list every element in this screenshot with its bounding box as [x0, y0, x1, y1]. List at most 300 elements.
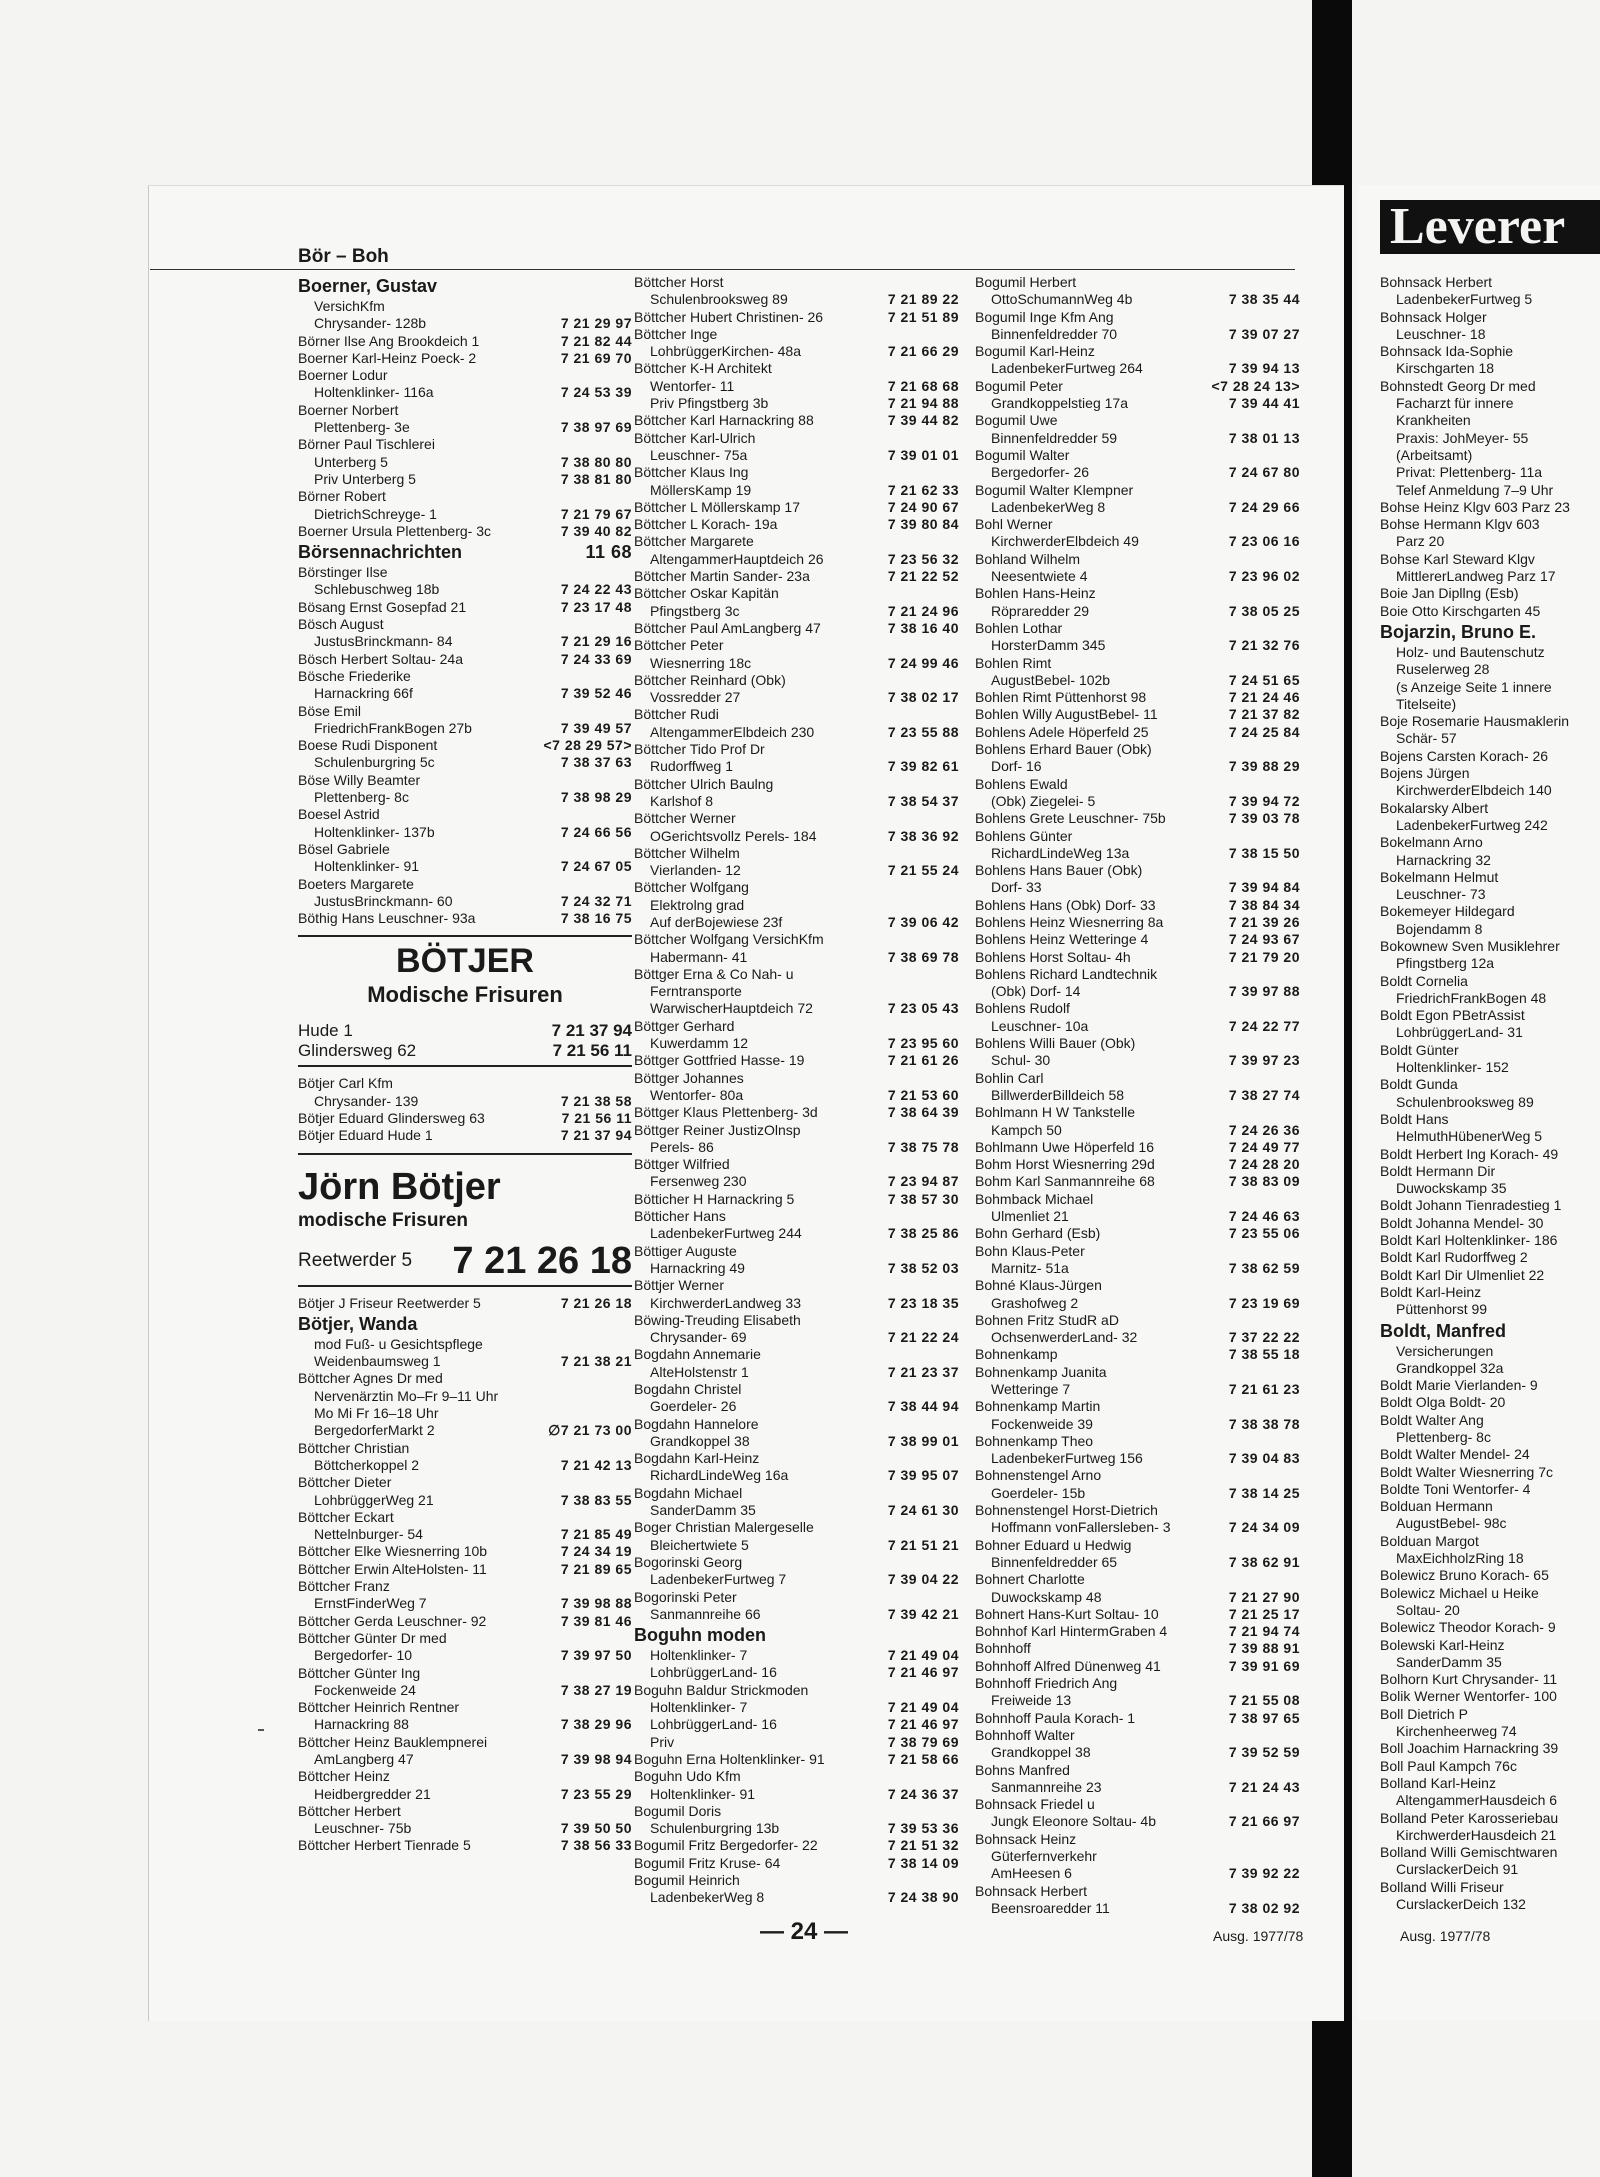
listing-phone: 7 24 32 71 — [560, 892, 632, 909]
listing-phone: 7 38 81 80 — [560, 470, 632, 487]
listing-name: Bolewicz Bruno Korach- 65 — [1380, 1567, 1549, 1584]
listing-phone: 7 38 98 29 — [560, 789, 632, 806]
listing-name: Grandkoppelstieg 17a — [991, 395, 1128, 412]
listing-name: Bokemeyer Hildegard — [1380, 903, 1515, 920]
listing-entry — [975, 568, 1300, 585]
listing-name: Duwockskamp 35 — [1396, 1180, 1507, 1197]
listing-name: Titelseite) — [1396, 695, 1457, 712]
listing-entry — [298, 1075, 632, 1092]
listing-entry — [1380, 1671, 1600, 1688]
listing-entry — [298, 350, 632, 367]
listing-entry — [975, 1813, 1300, 1830]
listing-name: Böttcher Herbert — [298, 1802, 401, 1819]
listing-entry — [634, 1260, 959, 1277]
next-page-banner: Leverer — [1380, 200, 1600, 254]
listing-phone: 7 39 50 50 — [560, 1820, 632, 1837]
listing-entry — [634, 291, 959, 308]
listing-name: Bolland Willi Friseur — [1380, 1878, 1504, 1895]
listing-name: Grandkoppel 32a — [1396, 1359, 1504, 1376]
listing-phone: 7 39 81 46 — [560, 1612, 632, 1629]
listing-entry — [1380, 1163, 1600, 1180]
listing-name: Bolland Peter Karosseriebau — [1380, 1809, 1559, 1826]
listing-name: Bohnhoff Paula Korach- 1 — [975, 1709, 1136, 1726]
listing-name: Böttcher Wilhelm — [634, 844, 740, 861]
listing-phone: <7 28 24 13> — [1211, 377, 1300, 394]
listing-entry — [1380, 1232, 1600, 1249]
listing-phone: 7 24 90 67 — [887, 498, 959, 515]
listing-name: Bohlens Heinz Wiesnerring 8a — [975, 913, 1164, 930]
listing-entry — [298, 471, 632, 488]
listing-entry — [298, 720, 632, 737]
listing-name: (s Anzeige Seite 1 innere — [1396, 678, 1552, 695]
ad-row-phone: 7 21 56 11 — [552, 1041, 632, 1061]
listing-entry — [298, 1647, 632, 1664]
listing-name: Bohnert Charlotte — [975, 1571, 1085, 1588]
listing-entry — [975, 326, 1300, 343]
listing-entry — [975, 1243, 1300, 1260]
listing-entry — [298, 1440, 632, 1457]
listing-entry — [634, 1208, 959, 1225]
listing-entry — [1380, 713, 1600, 730]
listing-name: Grandkoppel 38 — [991, 1744, 1091, 1761]
listing-name: Boldt Hermann Dir — [1380, 1162, 1496, 1179]
listing-phone: 7 21 69 70 — [560, 349, 632, 366]
listing-name: Bohlens Günter — [975, 827, 1073, 844]
listing-name: Bogumil Fritz Bergedorfer- 22 — [634, 1837, 818, 1854]
listing-entry — [975, 1692, 1300, 1709]
listing-entry — [634, 1716, 959, 1733]
listing-name: FriedrichFrankBogen 27b — [314, 719, 472, 736]
listing-entry — [634, 1156, 959, 1173]
listing-entry — [1380, 834, 1600, 851]
listing-phone: 7 38 37 63 — [560, 754, 632, 771]
listing-entry — [298, 1803, 632, 1820]
listing-entry — [975, 1052, 1300, 1069]
listing-name: Boie Jan Dipllng (Esb) — [1380, 585, 1519, 602]
listing-name: Bohlens Willi Bauer (Obk) — [975, 1035, 1136, 1052]
listing-name: Böttger Klaus Plettenberg- 3d — [634, 1104, 818, 1121]
listing-phone: 7 38 57 30 — [887, 1190, 959, 1207]
listing-name: Wiesnerring 18c — [650, 654, 752, 671]
listing-phone: 7 38 79 69 — [887, 1733, 959, 1750]
listing-entry — [634, 482, 959, 499]
listing-phone: 7 38 55 18 — [1228, 1346, 1300, 1363]
listing-entry — [1380, 1446, 1600, 1463]
listing-phone: 7 21 49 04 — [887, 1699, 959, 1716]
listing-phone: 7 39 03 78 — [1228, 810, 1300, 827]
listing-entry — [1380, 395, 1600, 412]
listing-name: Bohlmann Uwe Höperfeld 16 — [975, 1138, 1154, 1155]
listing-phone: 7 21 29 97 — [560, 315, 632, 332]
listing-phone: 7 23 55 88 — [887, 723, 959, 740]
listing-name: Böttcher Hubert Christinen- 26 — [634, 308, 824, 325]
listing-phone: 7 21 37 94 — [560, 1127, 632, 1144]
listing-name: Boldt Olga Boldt- 20 — [1380, 1394, 1506, 1411]
listing-entry — [1380, 1792, 1600, 1809]
listing-entry — [1380, 679, 1600, 696]
listing-name: Leuschner- 73 — [1396, 886, 1486, 903]
listing-phone: 7 23 96 02 — [1228, 568, 1300, 585]
listing-entry — [975, 1070, 1300, 1087]
listing-entry — [975, 724, 1300, 741]
listing-name: Boldte Toni Wentorfer- 4 — [1380, 1480, 1531, 1497]
listing-name: Bötjer Eduard Hude 1 — [298, 1127, 433, 1144]
edition-label: Ausg. 1977/78 — [1213, 1928, 1304, 1944]
listing-entry — [975, 1173, 1300, 1190]
listing-name: Böttger Reiner JustizOlnsp — [634, 1121, 801, 1138]
listing-name: Karlshof 8 — [650, 792, 714, 809]
listing-name: Bohlens Erhard Bauer (Obk) — [975, 741, 1152, 758]
listing-name: Boldt Hans — [1380, 1110, 1449, 1127]
listing-entry — [634, 1243, 959, 1260]
listing-name: Bohlen Hans-Heinz — [975, 585, 1096, 602]
listing-entry — [1380, 921, 1600, 938]
listing-entry — [634, 603, 959, 620]
listing-entry — [634, 1606, 959, 1623]
listing-entry — [975, 1640, 1300, 1657]
listing-name: Chrysander- 128b — [314, 315, 427, 332]
listing-entry — [634, 931, 959, 948]
listing-heading — [298, 274, 632, 298]
listing-entry — [634, 551, 959, 568]
ad-divider — [298, 1065, 632, 1067]
listing-entry — [298, 1665, 632, 1682]
listing-name: Börstinger Ilse — [298, 564, 388, 581]
listing-name: Bolland Willi Gemischtwaren — [1380, 1844, 1558, 1861]
listing-entry — [975, 1433, 1300, 1450]
listing-phone: 7 38 83 09 — [1228, 1173, 1300, 1190]
listing-phone: 7 21 56 11 — [561, 1109, 632, 1126]
listing-entry — [634, 689, 959, 706]
listing-phone: 7 21 66 97 — [1228, 1813, 1300, 1830]
listing-entry — [1380, 533, 1600, 550]
listing-phone: 7 23 17 48 — [560, 598, 632, 615]
listing-phone: 7 21 27 90 — [1228, 1588, 1300, 1605]
listing-entry — [634, 862, 959, 879]
listing-entry — [975, 1779, 1300, 1796]
listing-phone: 7 24 67 05 — [560, 858, 632, 875]
column-1 — [298, 274, 632, 1855]
listing-name: AugustBebel- 98c — [1396, 1515, 1507, 1532]
listing-name: LadenbekerFurtweg 156 — [991, 1450, 1143, 1467]
listing-name: Böttger Gottfried Hasse- 19 — [634, 1052, 805, 1069]
listing-entry — [975, 274, 1300, 291]
listing-entry — [975, 879, 1300, 896]
listing-entry — [975, 378, 1300, 395]
listing-entry — [1380, 869, 1600, 886]
listing-entry — [634, 1855, 959, 1872]
listing-entry — [298, 1751, 632, 1768]
listing-name: Böttcher Oskar Kapitän — [634, 585, 779, 602]
listing-phone: 7 38 52 03 — [887, 1259, 959, 1276]
listing-phone: 7 23 94 87 — [887, 1173, 959, 1190]
listing-entry — [298, 1457, 632, 1474]
listing-entry — [975, 1087, 1300, 1104]
listing-name: Bogdahn Annemarie — [634, 1346, 761, 1363]
listing-entry — [975, 603, 1300, 620]
listing-entry — [975, 1035, 1300, 1052]
listing-entry — [634, 758, 959, 775]
listing-entry — [1380, 1896, 1600, 1913]
listing-entry — [634, 1018, 959, 1035]
listing-name: KirchwerderHausdeich 21 — [1396, 1826, 1557, 1843]
listing-entry — [634, 533, 959, 550]
listing-phone: 7 39 52 59 — [1228, 1744, 1300, 1761]
page-number: — 24 — — [760, 1918, 849, 1945]
listing-entry — [634, 499, 959, 516]
listing-name: Böttcher Inge — [634, 325, 718, 342]
listing-phone: 7 38 99 01 — [887, 1432, 959, 1449]
listing-name: Dorf- 16 — [991, 758, 1042, 775]
listing-entry — [634, 395, 959, 412]
listing-heading — [1380, 620, 1600, 644]
listing-entry — [298, 1699, 632, 1716]
listing-name: Bohnstedt Georg Dr med — [1380, 377, 1536, 394]
listing-entry — [634, 1312, 959, 1329]
listing-phone: 7 21 22 24 — [887, 1329, 959, 1346]
ad-joern-subtitle: modische Frisuren — [298, 1209, 468, 1231]
listing-entry — [975, 464, 1300, 481]
listing-name: Boll Dietrich P — [1380, 1705, 1468, 1722]
listing-name: Böttcher Rudi — [634, 706, 719, 723]
listing-phone: 7 21 38 58 — [560, 1092, 632, 1109]
listing-name: Bösch Herbert Soltau- 24a — [298, 650, 463, 667]
listing-name: Böse Emil — [298, 702, 362, 719]
column-2 — [634, 274, 959, 1907]
listing-entry — [298, 488, 632, 505]
listing-phone: 7 37 22 22 — [1228, 1329, 1300, 1346]
listing-phone: 7 24 38 90 — [887, 1889, 959, 1906]
listing-name: AltengammerHauptdeich 26 — [650, 550, 824, 567]
listing-phone: 7 24 46 63 — [1228, 1208, 1300, 1225]
listing-name: Kuwerdamm 12 — [650, 1035, 749, 1052]
listing-entry — [298, 1388, 632, 1405]
listing-heading — [1380, 1319, 1600, 1343]
listing-entry — [975, 1450, 1300, 1467]
listing-entry — [1380, 482, 1600, 499]
ad-joern-address: Reetwerder 5 — [298, 1249, 413, 1271]
listing-name: Leuschner- 18 — [1396, 325, 1486, 342]
listing-phone: 7 39 92 22 — [1228, 1865, 1300, 1882]
listing-phone: 7 38 54 37 — [887, 792, 959, 809]
listing-name: Marnitz- 51a — [991, 1259, 1069, 1276]
listing-phone: 7 39 94 84 — [1228, 879, 1300, 896]
listing-entry — [634, 1104, 959, 1121]
listing-name: Böttcher Horst — [634, 274, 724, 290]
listing-phone: 7 39 97 88 — [1228, 983, 1300, 1000]
listing-name: Bötjer J Friseur Reetwerder 5 — [298, 1294, 481, 1311]
listing-entry — [975, 482, 1300, 499]
listing-name: Bohnsack Heinz — [975, 1830, 1077, 1847]
listing-entry — [634, 1803, 959, 1820]
listing-name: Goerdeler- 26 — [650, 1398, 737, 1415]
listing-name: Bohnhof Karl HintermGraben 4 — [975, 1623, 1168, 1640]
listing-phone: 7 24 22 43 — [560, 581, 632, 598]
listing-name: Bokalarsky Albert — [1380, 799, 1489, 816]
listing-name: Boesel Astrid — [298, 806, 380, 823]
listing-name: Bogumil Inge Kfm Ang — [975, 308, 1114, 325]
listing-name: Neesentwiete 4 — [991, 568, 1088, 585]
listing-phone: 7 39 82 61 — [887, 758, 959, 775]
listing-entry — [1380, 1180, 1600, 1197]
listing-entry — [1380, 1007, 1600, 1024]
listing-entry — [975, 309, 1300, 326]
listing-name: BillwerderBilldeich 58 — [991, 1086, 1125, 1103]
listing-entry — [634, 620, 959, 637]
listing-entry — [1380, 1602, 1600, 1619]
listing-entry — [1380, 1146, 1600, 1163]
listing-name: Böttcher Elke Wiesnerring 10b — [298, 1543, 488, 1560]
listing-name: Boguhn Udo Kfm — [634, 1768, 741, 1785]
listing-name: Nervenärztin Mo–Fr 9–11 Uhr — [314, 1387, 499, 1404]
listing-name: LadenbekerFurtweg 7 — [650, 1571, 787, 1588]
listing-entry — [1380, 661, 1600, 678]
listing-name: Böthig Hans Leuschner- 93a — [298, 910, 476, 927]
listing-phone: 7 21 85 49 — [560, 1526, 632, 1543]
listing-name: LadenbekerFurtweg 242 — [1396, 816, 1548, 833]
listing-name: Mo Mi Fr 16–18 Uhr — [314, 1405, 439, 1422]
listing-name: Bolewski Karl-Heinz — [1380, 1636, 1505, 1653]
listing-name: Elektrolng grad — [650, 896, 745, 913]
listing-name: Beensroaredder 11 — [991, 1899, 1110, 1916]
listing-name: Bogumil Karl-Heinz — [975, 343, 1095, 360]
listing-name: Bolik Werner Wentorfer- 100 — [1380, 1688, 1557, 1705]
listing-name: Pfingstberg 3c — [650, 602, 740, 619]
listing-name: Bohlens Grete Leuschner- 75b — [975, 810, 1166, 827]
listing-entry — [298, 523, 632, 540]
listing-entry — [634, 1768, 959, 1785]
listing-phone: 7 39 88 29 — [1228, 758, 1300, 775]
listing-entry — [1380, 499, 1600, 516]
listing-name: OGerichtsvollz Perels- 184 — [650, 827, 817, 844]
listing-name: CurslackerDeich 91 — [1396, 1861, 1519, 1878]
listing-entry — [634, 1052, 959, 1069]
listing-entry — [975, 1519, 1300, 1536]
listing-name: Fockenweide 24 — [314, 1681, 416, 1698]
listing-entry — [1380, 568, 1600, 585]
listing-entry — [975, 793, 1300, 810]
listing-name: Soltau- 20 — [1396, 1601, 1460, 1618]
listing-entry — [975, 1762, 1300, 1779]
listing-name: LohbrüggerLand- 16 — [650, 1716, 777, 1733]
listing-name: Bösang Ernst Gosepfad 21 — [298, 598, 467, 615]
listing-entry — [975, 1104, 1300, 1121]
listing-entry — [975, 1848, 1300, 1865]
listing-name: Holtenklinker- 7 — [650, 1647, 748, 1664]
listing-entry — [1380, 765, 1600, 782]
listing-name: KirchwerderLandweg 33 — [650, 1294, 801, 1311]
listing-name: Plettenberg- 8c — [1396, 1429, 1491, 1445]
listing-name: Boerner, Gustav — [298, 276, 438, 296]
listing-name: Boldt Walter Wiesnerring 7c — [1380, 1463, 1553, 1480]
listing-entry — [975, 1398, 1300, 1415]
listing-name: Böttcher Karl Harnackring 88 — [634, 412, 814, 429]
listing-entry — [298, 910, 632, 927]
listing-phone: 7 23 55 29 — [560, 1785, 632, 1802]
listing-entry — [1380, 1360, 1600, 1377]
listing-entry — [1380, 644, 1600, 661]
listing-name: DietrichSchreyge- 1 — [314, 505, 437, 522]
listing-entry — [1380, 782, 1600, 799]
listing-entry — [1380, 1827, 1600, 1844]
listing-entry — [634, 1647, 959, 1664]
listing-name: Boerner Karl-Heinz Poeck- 2 — [298, 349, 477, 366]
listing-entry — [975, 1900, 1300, 1917]
listing-name: Duwockskamp 48 — [991, 1588, 1102, 1605]
listing-phone: 7 39 04 83 — [1228, 1450, 1300, 1467]
listing-phone: 7 38 97 65 — [1228, 1709, 1300, 1726]
listing-entry — [975, 758, 1300, 775]
listing-name: Sanmannreihe 23 — [991, 1778, 1102, 1795]
listing-entry — [634, 1502, 959, 1519]
listing-entry — [634, 343, 959, 360]
listing-entry — [634, 1889, 959, 1906]
listing-phone: 7 21 46 97 — [887, 1664, 959, 1681]
listing-name: Bogumil Walter — [975, 446, 1070, 463]
listing-entry — [298, 1526, 632, 1543]
listing-entry — [1380, 1654, 1600, 1671]
listing-name: Fockenweide 39 — [991, 1415, 1093, 1432]
listing-entry — [975, 983, 1300, 1000]
header-rule — [150, 269, 1295, 270]
listing-name: Böttcher Tido Prof Dr — [634, 741, 765, 758]
listing-phone: 7 39 97 50 — [560, 1647, 632, 1664]
listing-name: Dorf- 33 — [991, 879, 1042, 896]
listing-name: Bohnert Hans-Kurt Soltau- 10 — [975, 1605, 1159, 1622]
listing-name: Böttcher Reinhard (Obk) — [634, 671, 786, 688]
listing-entry — [298, 824, 632, 841]
listing-entry — [975, 1191, 1300, 1208]
listing-entry — [1380, 1059, 1600, 1076]
listing-name: Bogumil Fritz Kruse- 64 — [634, 1854, 781, 1871]
listing-entry — [634, 326, 959, 343]
listing-name: Böttcher Martin Sander- 23a — [634, 568, 810, 585]
listing-name: AmHeesen 6 — [991, 1865, 1072, 1882]
listing-name: Hoffmann vonFallersleben- 3 — [991, 1519, 1171, 1536]
listing-entry — [298, 333, 632, 350]
listing-entry — [1380, 1688, 1600, 1705]
listing-phone: 7 24 53 39 — [560, 384, 632, 401]
listing-name: Böwing-Treuding Elisabeth — [634, 1311, 801, 1328]
listing-entry — [1380, 360, 1600, 377]
listing-entry — [298, 1492, 632, 1509]
listing-name: Bergedorfer- 26 — [991, 464, 1090, 481]
listing-name: Privat: Plettenberg- 11a — [1396, 464, 1543, 481]
listing-name: VersichKfm — [314, 298, 385, 314]
listing-name: CurslackerDeich 132 — [1396, 1896, 1526, 1913]
listing-name: Nettelnburger- 54 — [314, 1526, 423, 1543]
listing-name: Sanmannreihe 66 — [650, 1605, 761, 1622]
listing-entry — [975, 845, 1300, 862]
listing-entry — [975, 810, 1300, 827]
listing-entry — [975, 585, 1300, 602]
listing-name: Böttcher Günter Dr med — [298, 1629, 447, 1646]
listing-entry — [975, 931, 1300, 948]
listing-name: Bohnenkamp — [975, 1346, 1058, 1363]
listing-name: Boldt Johann Tienradestieg 1 — [1380, 1197, 1562, 1214]
listing-name: AlteHolstenstr 1 — [650, 1363, 749, 1380]
listing-name: Goerdeler- 15b — [991, 1484, 1086, 1501]
listing-entry — [975, 1589, 1300, 1606]
listing-entry — [975, 291, 1300, 308]
listing-name: AmLangberg 47 — [314, 1751, 414, 1767]
listing-entry — [298, 1543, 632, 1560]
listing-name: Böttcher Günter Ing — [298, 1664, 421, 1681]
listing-name: Holtenklinker- 7 — [650, 1699, 748, 1716]
listing-entry — [634, 412, 959, 429]
listing-name: Grashofweg 2 — [991, 1294, 1079, 1311]
listing-entry — [1380, 274, 1600, 291]
